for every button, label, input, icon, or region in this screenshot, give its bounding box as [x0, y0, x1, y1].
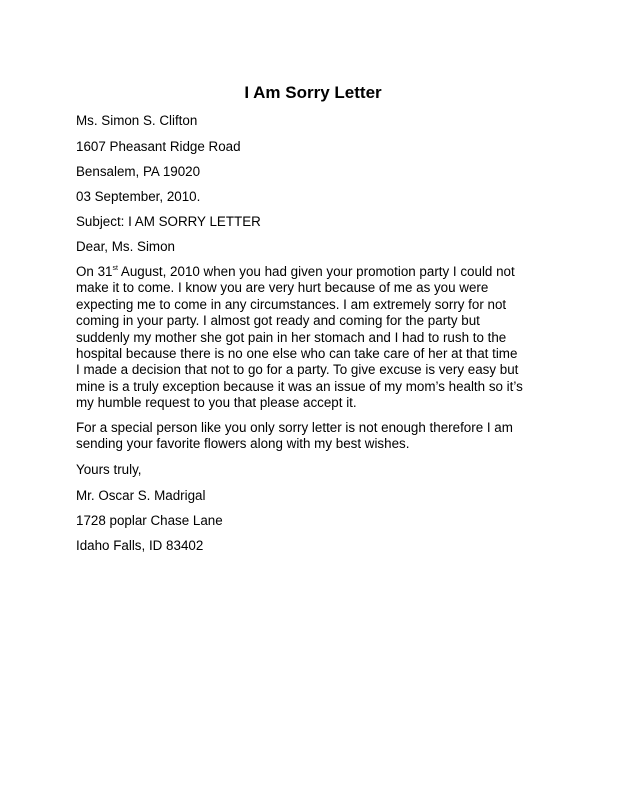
- paragraph-line: I made a decision that not to go for a party. To give excuse is very easy but: [76, 362, 519, 378]
- ordinal-superscript: st: [112, 265, 118, 272]
- paragraph-line: my humble request to you that please accept it.: [76, 395, 357, 411]
- letter-closing: Yours truly,: [76, 462, 142, 477]
- paragraph-line: sending your favorite flowers along with my best wishes.: [76, 436, 410, 452]
- sender-name: Mr. Oscar S. Madrigal: [76, 488, 206, 503]
- paragraph-line-prefix: On 31: [76, 264, 113, 279]
- letter-salutation: Dear, Ms. Simon: [76, 239, 175, 254]
- paragraph-line: [76, 264, 576, 280]
- paragraph-line: coming in your party. I almost got ready and coming for the party but: [76, 313, 480, 329]
- paragraph-line: suddenly my mother she got pain in her stomach and I had to rush to the: [76, 329, 507, 345]
- letter-title: I Am Sorry Letter: [244, 83, 382, 102]
- recipient-city: Bensalem, PA 19020: [76, 164, 201, 179]
- sender-street: 1728 poplar Chase Lane: [76, 513, 223, 528]
- paragraph-line: expecting me to come in any circumstances. I am extremely sorry for not: [76, 296, 507, 312]
- paragraph-line: hospital because there is no one else who can take care of her at that time: [76, 346, 518, 362]
- paragraph-line: For a special person like you only sorry letter is not enough therefore I am: [76, 420, 513, 435]
- body-paragraph-2: [76, 420, 576, 453]
- body-paragraph-1: [76, 264, 576, 412]
- recipient-street: 1607 Pheasant Ridge Road: [76, 139, 241, 154]
- sender-city: Idaho Falls, ID 83402: [76, 538, 204, 553]
- letter-subject: Subject: I AM SORRY LETTER: [76, 214, 261, 229]
- letter-date: 03 September, 2010.: [76, 189, 201, 204]
- recipient-name: Ms. Simon S. Clifton: [76, 113, 198, 128]
- paragraph-line: mine is a truly exception because it was an issue of my mom’s health so it’s: [76, 378, 523, 394]
- paragraph-line-suffix: August, 2010 when you had given your promotion party I could not: [117, 264, 515, 279]
- paragraph-line: make it to come. I know you are very hurt because of me as you were: [76, 280, 489, 296]
